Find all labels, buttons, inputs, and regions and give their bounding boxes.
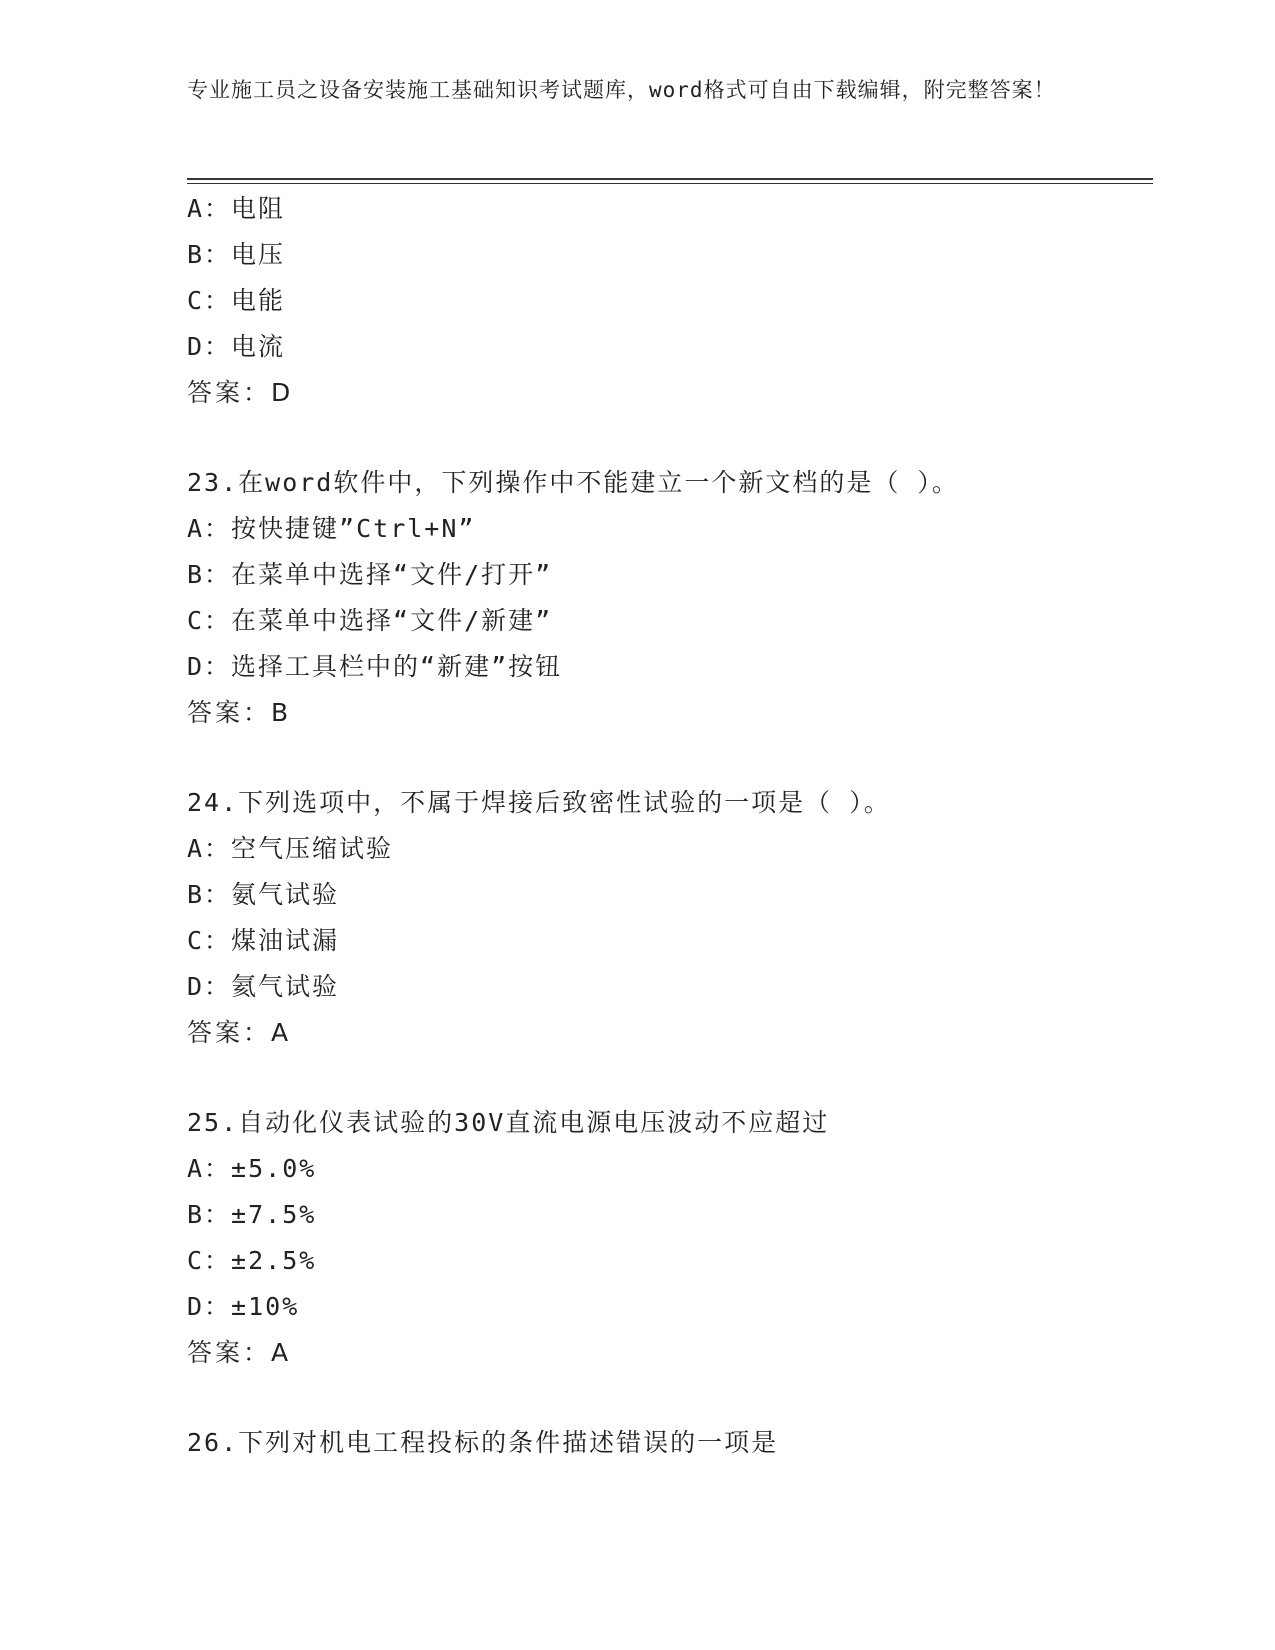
option-d: D：选择工具栏中的“新建”按钮 — [187, 652, 563, 681]
question-23 — [187, 460, 1153, 736]
option-d: D：电流 — [187, 332, 286, 361]
option-d: D：氦气试验 — [187, 972, 340, 1001]
option-d: D：±10% — [187, 1292, 300, 1321]
question-24 — [187, 780, 1153, 1056]
question-22 — [187, 186, 1153, 416]
document-header: 专业施工员之设备安装施工基础知识考试题库，word格式可自由下载编辑，附完整答案！ — [187, 78, 1056, 102]
option-a: A：±5.0% — [187, 1154, 317, 1183]
option-c: C：煤油试漏 — [187, 926, 340, 955]
option-b: B：±7.5% — [187, 1200, 317, 1229]
option-b: B：电压 — [187, 240, 286, 269]
option-a: A：电阻 — [187, 194, 286, 223]
option-a: A：空气压缩试验 — [187, 834, 394, 863]
answer: 答案：D — [187, 378, 294, 407]
header-rule-bottom — [187, 183, 1153, 184]
question-26 — [187, 1420, 1153, 1466]
header-rule-top — [187, 178, 1153, 180]
option-b: B：氨气试验 — [187, 880, 340, 909]
answer: 答案：A — [187, 1338, 292, 1367]
question-25 — [187, 1100, 1153, 1376]
option-a: A：按快捷键”Ctrl+N” — [187, 514, 476, 543]
question-title: 25.自动化仪表试验的30V直流电源电压波动不应超过 — [187, 1108, 830, 1137]
question-list — [187, 186, 1153, 1466]
option-c: C：±2.5% — [187, 1246, 317, 1275]
option-c: C：在菜单中选择“文件/新建” — [187, 606, 553, 635]
question-title: 26.下列对机电工程投标的条件描述错误的一项是 — [187, 1428, 779, 1457]
answer: 答案：A — [187, 1018, 292, 1047]
question-title: 24.下列选项中，不属于焊接后致密性试验的一项是（ ）。 — [187, 788, 891, 817]
answer: 答案：B — [187, 698, 292, 727]
question-title: 23.在word软件中，下列操作中不能建立一个新文档的是（ ）。 — [187, 468, 959, 497]
option-b: B：在菜单中选择“文件/打开” — [187, 560, 553, 589]
option-c: C：电能 — [187, 286, 286, 315]
